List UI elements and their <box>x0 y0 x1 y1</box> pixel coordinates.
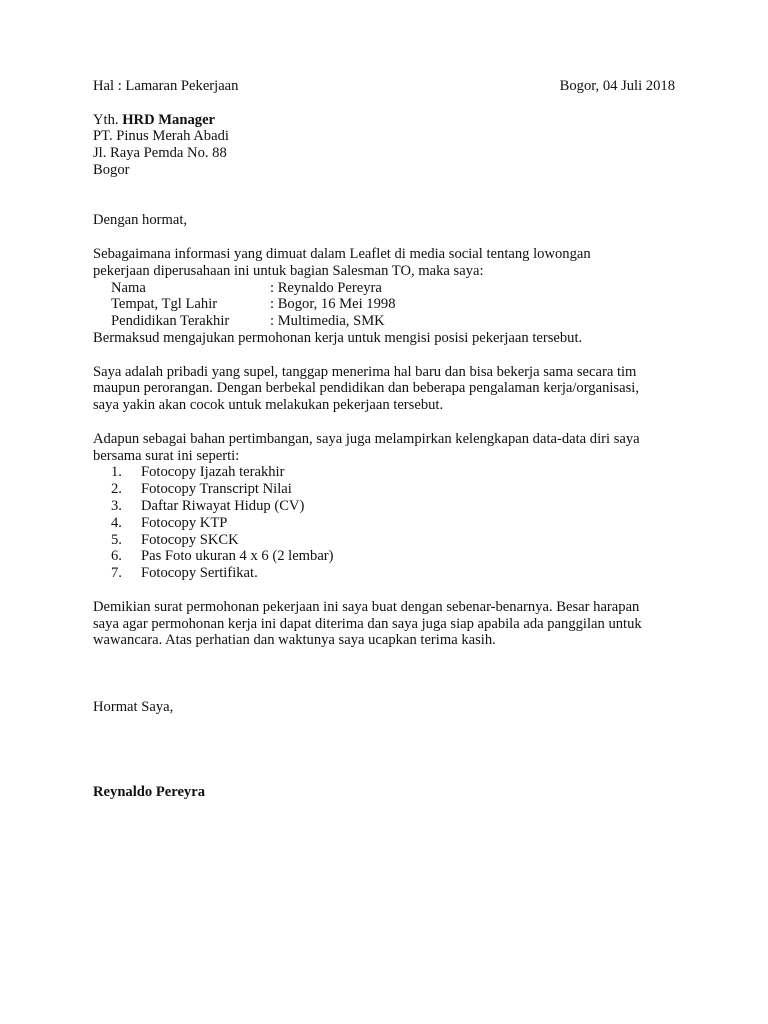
list-number: 5. <box>111 531 122 548</box>
list-item <box>93 515 683 532</box>
closing-paragraph <box>93 599 683 649</box>
paragraph-line: saya yakin akan cocok untuk melakukan pekerjaan tersebut. <box>93 397 444 414</box>
list-text: Fotocopy Transcript Nilai <box>141 481 292 498</box>
self-description-paragraph <box>93 364 683 414</box>
detail-row <box>93 280 683 297</box>
list-text: Daftar Riwayat Hidup (CV) <box>141 497 305 514</box>
detail-value: : Multimedia, SMK <box>270 313 385 330</box>
recipient-city: Bogor <box>93 161 130 178</box>
signoff: Hormat Saya, <box>93 699 174 716</box>
paragraph-line: Adapun sebagai bahan pertimbangan, saya juga melampirkan kelengkapan data-data diri saya <box>93 430 640 447</box>
attachments-intro <box>93 431 683 465</box>
list-item <box>93 498 683 515</box>
list-text: Fotocopy Ijazah terakhir <box>141 464 285 481</box>
list-item <box>93 532 683 549</box>
list-number: 2. <box>111 481 122 498</box>
paragraph-line: Saya adalah pribadi yang supel, tanggap menerima hal baru dan bisa bekerja sama secara tim <box>93 363 637 380</box>
recipient-prefix: Yth. <box>93 111 119 128</box>
detail-label: Nama <box>111 279 146 296</box>
letter-header <box>93 78 675 95</box>
paragraph-line: wawancara. Atas perhatian dan waktunya saya ucapkan terima kasih. <box>93 632 496 649</box>
list-text: Fotocopy KTP <box>141 514 228 531</box>
list-item <box>93 565 683 582</box>
paragraph-line: maupun perorangan. Dengan berbekal pendidikan dan beberapa pengalaman kerja/organisasi, <box>93 380 639 397</box>
subject-line: Hal : Lamaran Pekerjaan <box>93 78 239 94</box>
detail-row <box>93 296 683 313</box>
recipient-company: PT. Pinus Merah Abadi <box>93 128 229 145</box>
recipient-address: Jl. Raya Pemda No. 88 <box>93 145 227 162</box>
detail-row <box>93 313 683 330</box>
detail-value: : Reynaldo Pereyra <box>270 279 382 296</box>
detail-label: Tempat, Tgl Lahir <box>111 296 218 313</box>
list-item <box>93 481 683 498</box>
intent-line: Bermaksud mengajukan permohonan kerja untuk mengisi posisi pekerjaan tersebut. <box>93 329 583 346</box>
paragraph-line: saya agar permohonan kerja ini dapat diterima dan saya juga siap apabila ada panggilan untuk <box>93 615 642 632</box>
attachments-list <box>93 464 683 582</box>
list-text: Fotocopy SKCK <box>141 531 239 548</box>
list-number: 1. <box>111 464 122 481</box>
applicant-details <box>93 280 683 330</box>
signature-name: Reynaldo Pereyra <box>93 783 205 800</box>
intro-paragraph <box>93 246 683 280</box>
intro-line: Sebagaimana informasi yang dimuat dalam Leaflet di media social tentang lowongan <box>93 245 591 262</box>
intro-line: pekerjaan diperusahaan ini untuk bagian Salesman TO, maka saya: <box>93 262 484 279</box>
list-number: 3. <box>111 497 122 514</box>
place-date: Bogor, 04 Juli 2018 <box>559 78 675 94</box>
paragraph-line: Demikian surat permohonan pekerjaan ini saya buat dengan sebenar-benarnya. Besar harapan <box>93 598 640 615</box>
greeting: Dengan hormat, <box>93 212 188 229</box>
list-item <box>93 548 683 565</box>
list-item <box>93 464 683 481</box>
recipient-title: HRD Manager <box>122 111 216 128</box>
list-number: 6. <box>111 548 122 565</box>
recipient-block <box>93 112 683 179</box>
list-text: Fotocopy Sertifikat. <box>141 565 258 582</box>
list-number: 4. <box>111 514 122 531</box>
list-text: Pas Foto ukuran 4 x 6 (2 lembar) <box>141 548 334 565</box>
list-number: 7. <box>111 565 122 582</box>
detail-label: Pendidikan Terakhir <box>111 313 230 330</box>
detail-value: : Bogor, 16 Mei 1998 <box>270 296 396 313</box>
paragraph-line: bersama surat ini seperti: <box>93 447 240 464</box>
letter-page <box>93 78 683 801</box>
